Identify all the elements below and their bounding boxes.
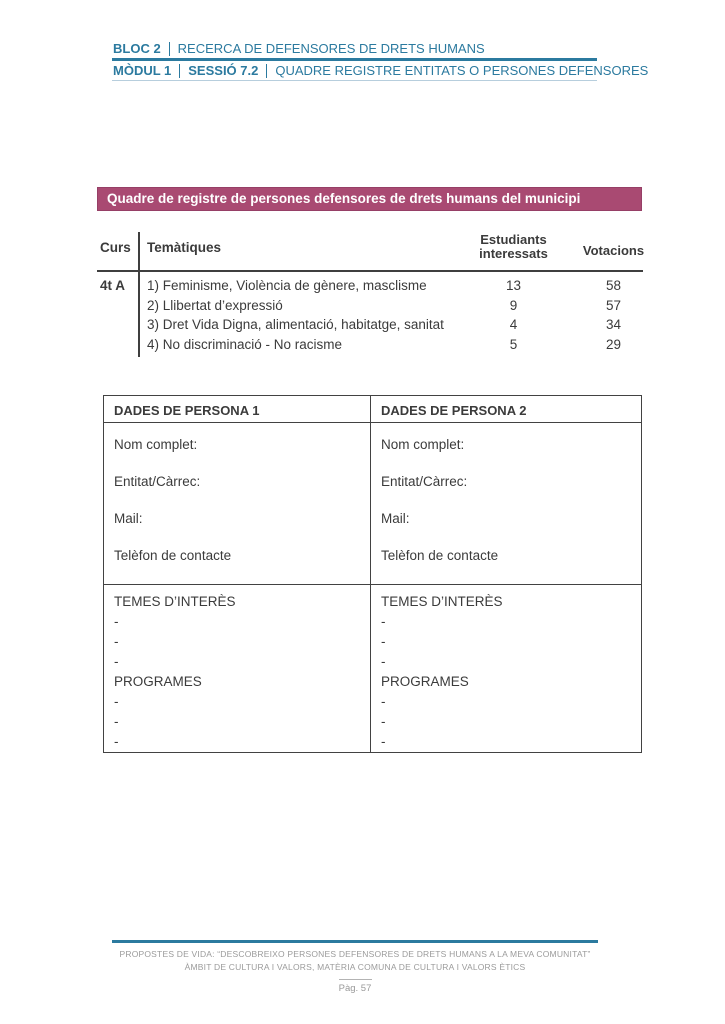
field-label: Nom complet: [381,437,465,452]
field-label: Mail: [114,511,143,526]
header-rule-thin [112,80,597,81]
table-row [97,317,643,337]
bloc-header [113,41,485,56]
programs-label: PROGRAMES [114,674,202,689]
list-item: - [114,734,119,749]
persons-table [103,395,642,753]
list-item: - [381,614,386,629]
list-item: - [114,634,119,649]
votacions-cell: 34 [605,317,622,332]
topics-label: TEMES D’INTERÈS [381,594,503,609]
person1-lists [104,585,370,752]
list-item: - [381,734,386,749]
column-header-curs: Curs [100,240,131,255]
list-item: - [381,634,386,649]
person2-fields [370,423,641,585]
person1-fields [104,423,370,585]
estudiants-cell: 9 [509,297,518,313]
person2-lists [370,585,641,752]
estudiants-cell: 13 [505,278,522,293]
header-divider [169,42,170,56]
header-rule-thick [112,58,597,61]
field-label: Mail: [381,511,410,526]
votacions-cell: 57 [605,297,622,313]
votacions-cell: 29 [605,336,622,352]
sessio-title: QUADRE REGISTRE ENTITATS O PERSONES DEFENSORES [275,63,649,78]
list-item: - [114,654,119,669]
list-item: - [114,694,119,709]
modul-header [113,63,648,78]
footer-line1: PROPOSTES DE VIDA: “DESCOBREIXO PERSONES DEFENSORES DE DRETS HUMANS A LA MEVA COMUNITAT” [119,949,591,959]
list-item: - [114,614,119,629]
person2-header: DADES DE PERSONA 2 [370,396,641,423]
tematica-cell: 3) Dret Vida Digna, alimentació, habitatge, sanitat [147,317,444,332]
field-label: Telèfon de contacte [114,548,232,563]
header-divider [266,64,267,78]
curs-value: 4t A [100,278,126,293]
table-row [97,298,643,318]
table-row [97,278,643,298]
person1-header: DADES DE PERSONA 1 [104,396,370,423]
tematica-cell: 1) Feminisme, Violència de gènere, masclisme [147,278,427,293]
page-footer [112,940,598,994]
page-number: Pàg. 57 [338,983,372,994]
bloc-title: RECERCA DE DEFENSORES DE DRETS HUMANS [177,41,485,56]
header-divider [179,64,180,78]
list-item: - [381,714,386,729]
programs-label: PROGRAMES [381,674,469,689]
column-header-votacions: Votacions [582,243,645,258]
column-header-tematiques: Temàtiques [147,240,222,255]
bloc-label: BLOC 2 [113,41,161,56]
tematica-cell: 2) Llibertat d’expressió [147,297,283,313]
footer-small-rule [339,979,372,980]
sessio-label: SESSIÓ 7.2 [188,63,259,78]
votacions-cell: 58 [605,278,622,293]
footer-line2: ÀMBIT DE CULTURA I VALORS, MATÈRIA COMUNA DE CULTURA I VALORS ÈTICS [184,962,526,972]
list-item: - [381,654,386,669]
table-header-rule [97,270,643,272]
section-banner [97,187,642,211]
results-table [97,230,643,360]
list-item: - [114,714,119,729]
footer-rule [112,940,598,943]
section-banner-title: Quadre de registre de persones defensores de drets humans del municipi [107,191,581,206]
table-row [97,337,643,357]
field-label: Telèfon de contacte [381,548,499,563]
field-label: Nom complet: [114,437,198,452]
tematica-cell: 4) No discriminació - No racisme [147,336,343,352]
field-label: Entitat/Càrrec: [381,474,468,489]
field-label: Entitat/Càrrec: [114,474,201,489]
estudiants-cell: 5 [509,336,518,352]
column-header-estudiants: Estudiants interessats [479,232,548,261]
list-item: - [381,694,386,709]
estudiants-cell: 4 [509,317,518,332]
modul-label: MÒDUL 1 [113,63,172,78]
topics-label: TEMES D’INTERÈS [114,594,236,609]
